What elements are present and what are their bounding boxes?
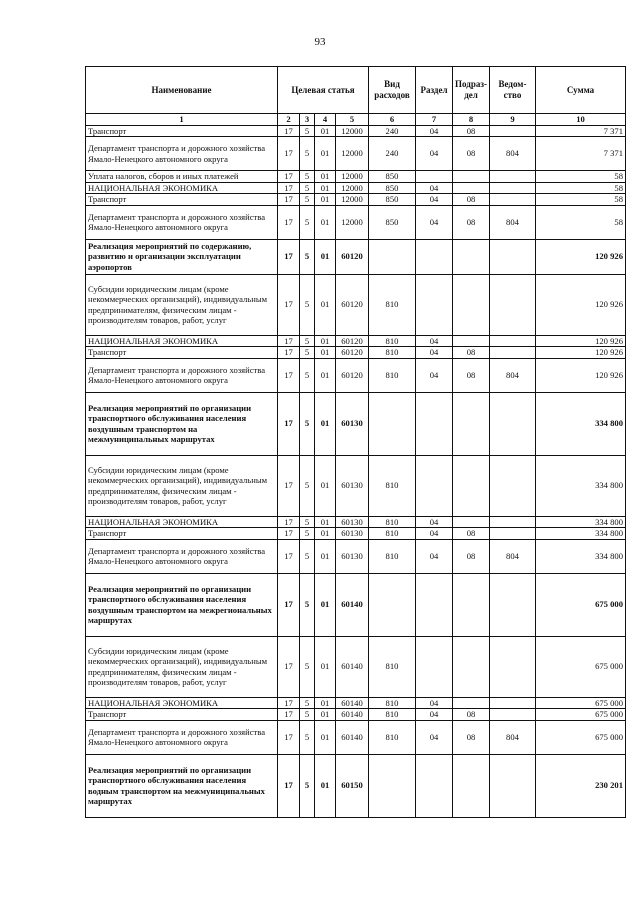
amount: 58 — [536, 182, 626, 194]
expense-type — [369, 754, 416, 817]
row-name: Субсидии юридическим лицам (кроме некоммерческих организаций), индивидуальным предпринимателям, физическим лицам - производителям товаров, работ, услуг — [86, 636, 278, 697]
target-code-program: 17 — [278, 274, 300, 335]
table-row — [86, 239, 626, 274]
row-name: НАЦИОНАЛЬНАЯ ЭКОНОМИКА — [86, 182, 278, 194]
department — [490, 347, 536, 359]
department: 804 — [490, 720, 536, 754]
amount: 7 371 — [536, 137, 626, 171]
target-code-direction: 12000 — [336, 125, 369, 137]
department — [490, 182, 536, 194]
table-row — [86, 455, 626, 516]
amount: 334 800 — [536, 528, 626, 540]
target-code-subprogram: 5 — [300, 573, 315, 636]
target-code-main: 01 — [315, 697, 336, 709]
department — [490, 697, 536, 709]
target-code-subprogram: 5 — [300, 516, 315, 528]
table-row — [86, 709, 626, 721]
row-name: Реализация мероприятий по содержанию, развитию и организации эксплуатации аэропортов — [86, 239, 278, 274]
expense-type: 810 — [369, 709, 416, 721]
subsection — [453, 697, 490, 709]
subsection: 08 — [453, 194, 490, 206]
target-code-direction: 12000 — [336, 194, 369, 206]
target-code-main: 01 — [315, 125, 336, 137]
subsection — [453, 335, 490, 347]
target-code-subprogram: 5 — [300, 125, 315, 137]
department — [490, 455, 536, 516]
expense-type: 810 — [369, 539, 416, 573]
department — [490, 392, 536, 455]
department — [490, 709, 536, 721]
target-code-subprogram: 5 — [300, 754, 315, 817]
target-code-subprogram: 5 — [300, 347, 315, 359]
department — [490, 636, 536, 697]
column-number: 3 — [300, 114, 315, 126]
row-name: Транспорт — [86, 528, 278, 540]
target-code-program: 17 — [278, 125, 300, 137]
section: 04 — [416, 347, 453, 359]
table-row — [86, 274, 626, 335]
target-code-direction: 60120 — [336, 347, 369, 359]
target-code-main: 01 — [315, 182, 336, 194]
target-code-direction: 60120 — [336, 274, 369, 335]
subsection — [453, 516, 490, 528]
row-name: Реализация мероприятий по организации транспортного обслуживания населения воздушным транспортом на межмуниципальных маршрутах — [86, 392, 278, 455]
amount: 230 201 — [536, 754, 626, 817]
row-name: Транспорт — [86, 125, 278, 137]
table-row — [86, 720, 626, 754]
section: 04 — [416, 528, 453, 540]
table-row — [86, 194, 626, 206]
target-code-program: 17 — [278, 392, 300, 455]
section — [416, 636, 453, 697]
subsection: 08 — [453, 709, 490, 721]
target-code-main: 01 — [315, 455, 336, 516]
target-code-program: 17 — [278, 754, 300, 817]
table-row — [86, 347, 626, 359]
target-code-main: 01 — [315, 274, 336, 335]
department: 804 — [490, 358, 536, 392]
department — [490, 274, 536, 335]
target-code-direction: 60140 — [336, 573, 369, 636]
expense-type: 850 — [369, 171, 416, 183]
target-code-main: 01 — [315, 335, 336, 347]
target-code-direction: 60120 — [336, 239, 369, 274]
amount: 120 926 — [536, 335, 626, 347]
section: 04 — [416, 697, 453, 709]
target-code-main: 01 — [315, 194, 336, 206]
table-row — [86, 573, 626, 636]
subsection — [453, 573, 490, 636]
target-code-subprogram: 5 — [300, 697, 315, 709]
table-row — [86, 358, 626, 392]
header-summa: Сумма — [536, 67, 626, 114]
target-code-program: 17 — [278, 528, 300, 540]
row-name: НАЦИОНАЛЬНАЯ ЭКОНОМИКА — [86, 516, 278, 528]
target-code-subprogram: 5 — [300, 720, 315, 754]
target-code-direction: 60150 — [336, 754, 369, 817]
section: 04 — [416, 137, 453, 171]
expense-type: 850 — [369, 194, 416, 206]
budget-table — [85, 66, 626, 818]
target-code-program: 17 — [278, 171, 300, 183]
section — [416, 171, 453, 183]
subsection — [453, 274, 490, 335]
department — [490, 528, 536, 540]
target-code-program: 17 — [278, 194, 300, 206]
target-code-direction: 60140 — [336, 720, 369, 754]
expense-type — [369, 392, 416, 455]
target-code-subprogram: 5 — [300, 239, 315, 274]
amount: 334 800 — [536, 516, 626, 528]
target-code-subprogram: 5 — [300, 358, 315, 392]
subsection — [453, 182, 490, 194]
table-row — [86, 205, 626, 239]
amount: 675 000 — [536, 636, 626, 697]
column-number: 9 — [490, 114, 536, 126]
target-code-subprogram: 5 — [300, 274, 315, 335]
department — [490, 573, 536, 636]
row-name: Транспорт — [86, 347, 278, 359]
header-name: Наименование — [86, 67, 278, 114]
row-name: Уплата налогов, сборов и иных платежей — [86, 171, 278, 183]
target-code-program: 17 — [278, 347, 300, 359]
subsection — [453, 239, 490, 274]
section: 04 — [416, 205, 453, 239]
subsection: 08 — [453, 137, 490, 171]
section — [416, 274, 453, 335]
target-code-program: 17 — [278, 137, 300, 171]
section: 04 — [416, 335, 453, 347]
subsection — [453, 754, 490, 817]
column-number: 5 — [336, 114, 369, 126]
target-code-subprogram: 5 — [300, 636, 315, 697]
target-code-program: 17 — [278, 335, 300, 347]
section: 04 — [416, 720, 453, 754]
target-code-main: 01 — [315, 754, 336, 817]
amount: 334 800 — [536, 455, 626, 516]
row-name: Департамент транспорта и дорожного хозяйства Ямало-Ненецкого автономного округа — [86, 720, 278, 754]
target-code-main: 01 — [315, 358, 336, 392]
subsection: 08 — [453, 528, 490, 540]
target-code-main: 01 — [315, 171, 336, 183]
target-code-direction: 12000 — [336, 171, 369, 183]
page-number: 93 — [314, 36, 326, 48]
table-row — [86, 182, 626, 194]
section: 04 — [416, 182, 453, 194]
target-code-subprogram: 5 — [300, 709, 315, 721]
section: 04 — [416, 358, 453, 392]
section — [416, 754, 453, 817]
target-code-program: 17 — [278, 205, 300, 239]
row-name: Департамент транспорта и дорожного хозяйства Ямало-Ненецкого автономного округа — [86, 137, 278, 171]
row-name: Транспорт — [86, 194, 278, 206]
column-number: 2 — [278, 114, 300, 126]
subsection — [453, 455, 490, 516]
target-code-direction: 60140 — [336, 636, 369, 697]
subsection — [453, 392, 490, 455]
department — [490, 754, 536, 817]
row-name: НАЦИОНАЛЬНАЯ ЭКОНОМИКА — [86, 335, 278, 347]
column-number: 4 — [315, 114, 336, 126]
department — [490, 516, 536, 528]
department — [490, 125, 536, 137]
table-row — [86, 754, 626, 817]
target-code-program: 17 — [278, 539, 300, 573]
expense-type: 810 — [369, 528, 416, 540]
target-code-direction: 60120 — [336, 335, 369, 347]
amount: 120 926 — [536, 358, 626, 392]
expense-type: 810 — [369, 274, 416, 335]
amount: 120 926 — [536, 274, 626, 335]
amount: 675 000 — [536, 709, 626, 721]
row-name: Субсидии юридическим лицам (кроме некоммерческих организаций), индивидуальным предпринимателям, физическим лицам - производителям товаров, работ, услуг — [86, 274, 278, 335]
target-code-subprogram: 5 — [300, 205, 315, 239]
expense-type: 810 — [369, 347, 416, 359]
table-row — [86, 697, 626, 709]
amount: 334 800 — [536, 539, 626, 573]
amount: 675 000 — [536, 573, 626, 636]
amount: 58 — [536, 205, 626, 239]
target-code-subprogram: 5 — [300, 528, 315, 540]
target-code-subprogram: 5 — [300, 182, 315, 194]
expense-type — [369, 573, 416, 636]
amount: 7 371 — [536, 125, 626, 137]
target-code-main: 01 — [315, 392, 336, 455]
row-name: Реализация мероприятий по организации транспортного обслуживания населения водным транспортом на межмуниципальных маршрутах — [86, 754, 278, 817]
expense-type: 240 — [369, 125, 416, 137]
row-name: НАЦИОНАЛЬНАЯ ЭКОНОМИКА — [86, 697, 278, 709]
target-code-subprogram: 5 — [300, 392, 315, 455]
amount: 675 000 — [536, 697, 626, 709]
target-code-main: 01 — [315, 636, 336, 697]
target-code-subprogram: 5 — [300, 335, 315, 347]
section: 04 — [416, 709, 453, 721]
target-code-main: 01 — [315, 709, 336, 721]
section: 04 — [416, 539, 453, 573]
header-razdel: Раздел — [416, 67, 453, 114]
header-vedomstvo: Ведом-ство — [490, 67, 536, 114]
amount: 334 800 — [536, 392, 626, 455]
table-row — [86, 171, 626, 183]
target-code-direction: 60140 — [336, 709, 369, 721]
subsection: 08 — [453, 539, 490, 573]
section — [416, 392, 453, 455]
target-code-program: 17 — [278, 182, 300, 194]
amount: 58 — [536, 171, 626, 183]
target-code-main: 01 — [315, 573, 336, 636]
target-code-subprogram: 5 — [300, 539, 315, 573]
expense-type: 810 — [369, 516, 416, 528]
expense-type: 810 — [369, 720, 416, 754]
target-code-direction: 60130 — [336, 455, 369, 516]
target-code-main: 01 — [315, 239, 336, 274]
target-code-program: 17 — [278, 636, 300, 697]
expense-type: 810 — [369, 335, 416, 347]
target-code-direction: 12000 — [336, 205, 369, 239]
row-name: Реализация мероприятий по организации транспортного обслуживания населения воздушным транспортом на межрегиональных маршрутах — [86, 573, 278, 636]
table-row — [86, 137, 626, 171]
header-vid: Вид расходов — [369, 67, 416, 114]
header-podrazdel: Подраз-дел — [453, 67, 490, 114]
table-row — [86, 392, 626, 455]
expense-type: 850 — [369, 205, 416, 239]
target-code-program: 17 — [278, 358, 300, 392]
amount: 120 926 — [536, 347, 626, 359]
section: 04 — [416, 194, 453, 206]
subsection: 08 — [453, 720, 490, 754]
target-code-program: 17 — [278, 720, 300, 754]
table-row — [86, 335, 626, 347]
target-code-direction: 60130 — [336, 516, 369, 528]
target-code-direction: 60140 — [336, 697, 369, 709]
subsection: 08 — [453, 358, 490, 392]
department — [490, 335, 536, 347]
column-number: 1 — [86, 114, 278, 126]
table-row — [86, 636, 626, 697]
column-number: 10 — [536, 114, 626, 126]
subsection: 08 — [453, 125, 490, 137]
expense-type: 810 — [369, 636, 416, 697]
target-code-subprogram: 5 — [300, 171, 315, 183]
target-code-program: 17 — [278, 455, 300, 516]
row-name: Департамент транспорта и дорожного хозяйства Ямало-Ненецкого автономного округа — [86, 358, 278, 392]
expense-type: 810 — [369, 697, 416, 709]
table-body — [86, 125, 626, 817]
section — [416, 455, 453, 516]
target-code-direction: 60130 — [336, 539, 369, 573]
target-code-direction: 60130 — [336, 528, 369, 540]
department: 804 — [490, 137, 536, 171]
target-code-program: 17 — [278, 709, 300, 721]
target-code-main: 01 — [315, 528, 336, 540]
row-name: Субсидии юридическим лицам (кроме некоммерческих организаций), индивидуальным предпринимателям, физическим лицам - производителям товаров, работ, услуг — [86, 455, 278, 516]
subsection: 08 — [453, 347, 490, 359]
target-code-main: 01 — [315, 720, 336, 754]
target-code-direction: 60130 — [336, 392, 369, 455]
target-code-direction: 12000 — [336, 182, 369, 194]
expense-type: 810 — [369, 455, 416, 516]
target-code-main: 01 — [315, 516, 336, 528]
target-code-program: 17 — [278, 516, 300, 528]
row-name: Департамент транспорта и дорожного хозяйства Ямало-Ненецкого автономного округа — [86, 539, 278, 573]
target-code-program: 17 — [278, 697, 300, 709]
target-code-subprogram: 5 — [300, 455, 315, 516]
table-row — [86, 528, 626, 540]
target-code-main: 01 — [315, 539, 336, 573]
target-code-direction: 12000 — [336, 137, 369, 171]
target-code-subprogram: 5 — [300, 137, 315, 171]
row-name: Департамент транспорта и дорожного хозяйства Ямало-Ненецкого автономного округа — [86, 205, 278, 239]
column-number-row — [86, 114, 626, 126]
department — [490, 194, 536, 206]
subsection: 08 — [453, 205, 490, 239]
target-code-direction: 60120 — [336, 358, 369, 392]
expense-type: 810 — [369, 358, 416, 392]
header-row — [86, 67, 626, 114]
department — [490, 171, 536, 183]
amount: 675 000 — [536, 720, 626, 754]
department — [490, 239, 536, 274]
target-code-program: 17 — [278, 573, 300, 636]
expense-type — [369, 239, 416, 274]
header-target: Целевая статья — [278, 67, 369, 114]
target-code-subprogram: 5 — [300, 194, 315, 206]
table-row — [86, 539, 626, 573]
expense-type: 850 — [369, 182, 416, 194]
department: 804 — [490, 539, 536, 573]
target-code-main: 01 — [315, 137, 336, 171]
amount: 58 — [536, 194, 626, 206]
section: 04 — [416, 516, 453, 528]
department: 804 — [490, 205, 536, 239]
table-row — [86, 516, 626, 528]
target-code-main: 01 — [315, 347, 336, 359]
expense-type: 240 — [369, 137, 416, 171]
section: 04 — [416, 125, 453, 137]
target-code-main: 01 — [315, 205, 336, 239]
column-number: 8 — [453, 114, 490, 126]
section — [416, 239, 453, 274]
subsection — [453, 171, 490, 183]
subsection — [453, 636, 490, 697]
target-code-program: 17 — [278, 239, 300, 274]
section — [416, 573, 453, 636]
row-name: Транспорт — [86, 709, 278, 721]
column-number: 7 — [416, 114, 453, 126]
amount: 120 926 — [536, 239, 626, 274]
column-number: 6 — [369, 114, 416, 126]
table-row — [86, 125, 626, 137]
